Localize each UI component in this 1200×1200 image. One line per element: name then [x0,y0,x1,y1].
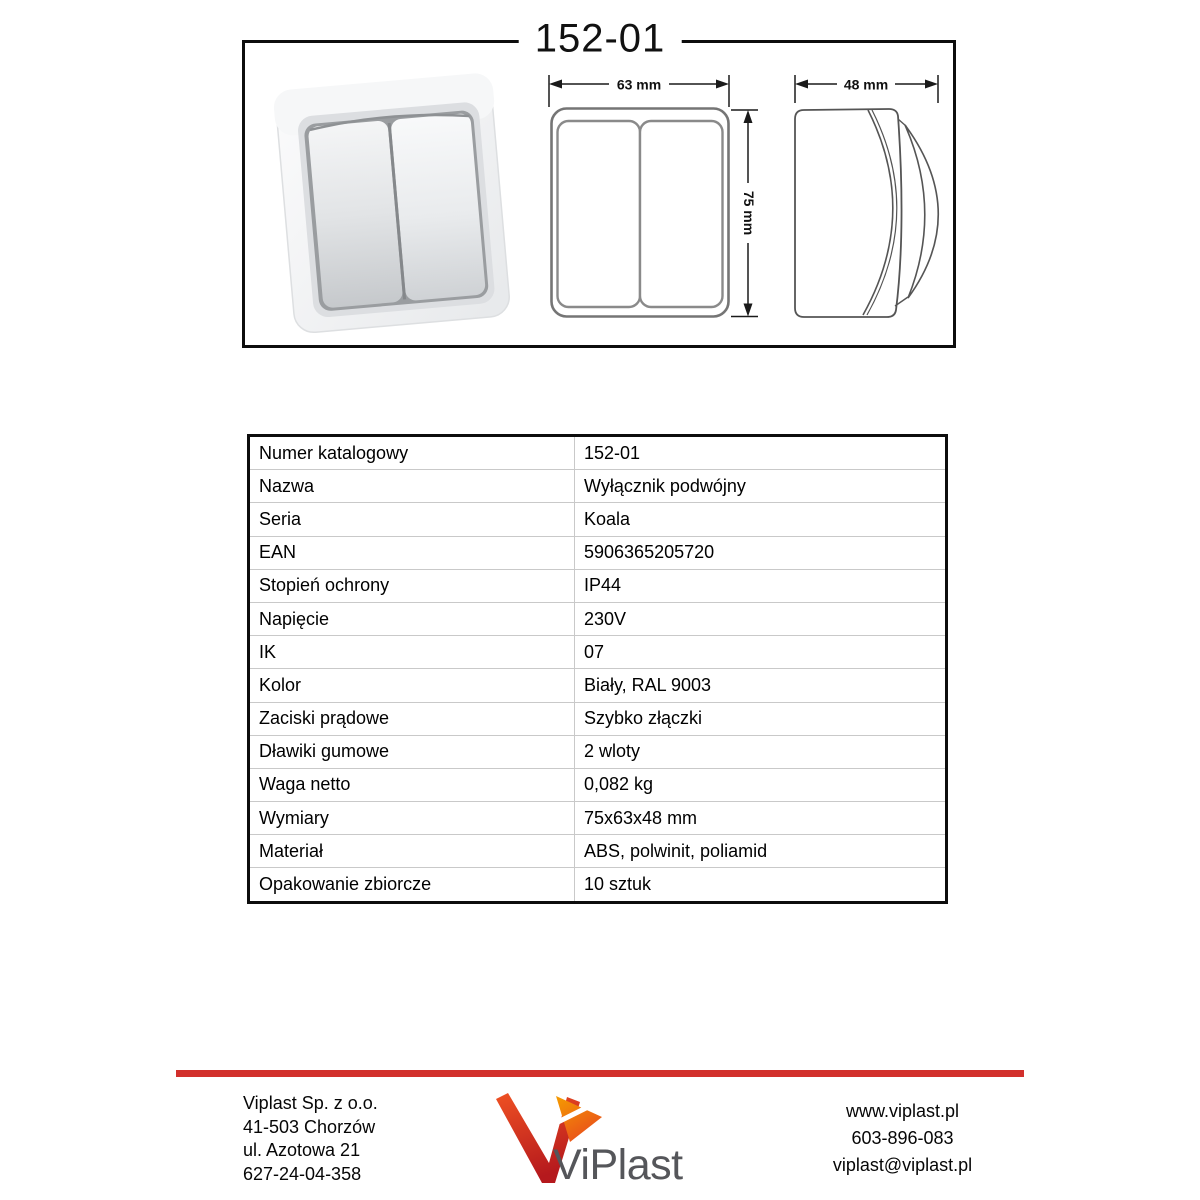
spec-row [250,502,945,535]
spec-value: 2 wloty [584,741,641,762]
spec-value: 10 sztuk [584,874,652,895]
spec-value: ABS, polwinit, poliamid [584,840,768,861]
spec-label: Zaciski prądowe [250,703,575,735]
spec-row [250,536,945,569]
right-rocker-outline [640,121,723,307]
spec-value: 152-01 [584,442,641,463]
rocker-profile [905,125,938,298]
spec-row [250,668,945,701]
spec-row [250,437,945,469]
company-street: ul. Azotowa 21 [243,1140,361,1160]
side-body-outline [795,109,902,317]
side-view-drawing [785,65,950,330]
spec-row [250,569,945,602]
product-photo [253,57,538,347]
spec-label: Numer katalogowy [250,437,575,469]
company-city: 41-503 Chorzów [243,1116,376,1137]
spec-label: IK [250,636,575,668]
contact-phone: 603-896-083 [851,1128,954,1148]
spec-value: 5906365205720 [584,542,715,563]
spec-row [250,469,945,502]
spec-row [250,602,945,635]
spec-label: Materiał [250,835,575,867]
front-view-drawing [540,65,770,330]
spec-label: Stopień ochrony [250,570,575,602]
contact-website: www.viplast.pl [845,1101,960,1121]
spec-value: Wyłącznik podwójny [584,475,746,496]
spec-label: Seria [250,503,575,535]
height-dimension-label: 75 mm [741,190,757,236]
contact-block [795,1098,1010,1179]
depth-dimension-label: 48 mm [843,76,889,93]
company-name: Viplast Sp. z o.o. [243,1093,378,1113]
spec-value: 230V [584,608,627,629]
spec-row [250,768,945,801]
spec-value: 07 [584,641,605,662]
spec-value: Biały, RAL 9003 [584,674,712,695]
spec-label: EAN [250,537,575,569]
switch-illustration [272,72,512,334]
company-address-block [243,1092,378,1186]
contact-email: viplast@viplast.pl [832,1155,973,1175]
spec-table [247,434,948,904]
footer-divider [176,1070,1024,1077]
width-dimension-label: 63 mm [616,76,662,93]
spec-label: Wymiary [250,802,575,834]
left-rocker-outline [558,121,641,307]
spec-label: Waga netto [250,769,575,801]
spec-value: Koala [584,508,631,529]
spec-row [250,834,945,867]
spec-row [250,702,945,735]
spec-row [250,801,945,834]
spec-label: Dławiki gumowe [250,736,575,768]
spec-label: Kolor [250,669,575,701]
spec-row [250,735,945,768]
spec-row [250,635,945,668]
company-phone: 627-24-04-358 [243,1163,362,1184]
spec-label: Opakowanie zbiorcze [250,868,575,900]
viplast-logo-text: ViPlast [553,1141,683,1189]
spec-value: IP44 [584,575,622,596]
spec-value: Szybko złączki [584,708,703,729]
spec-label: Nazwa [250,470,575,502]
spec-value: 75x63x48 mm [584,807,698,828]
spec-row [250,867,945,900]
spec-value: 0,082 kg [584,774,654,795]
product-code-title: 152-01 [519,17,682,62]
spec-label: Napięcie [250,603,575,635]
